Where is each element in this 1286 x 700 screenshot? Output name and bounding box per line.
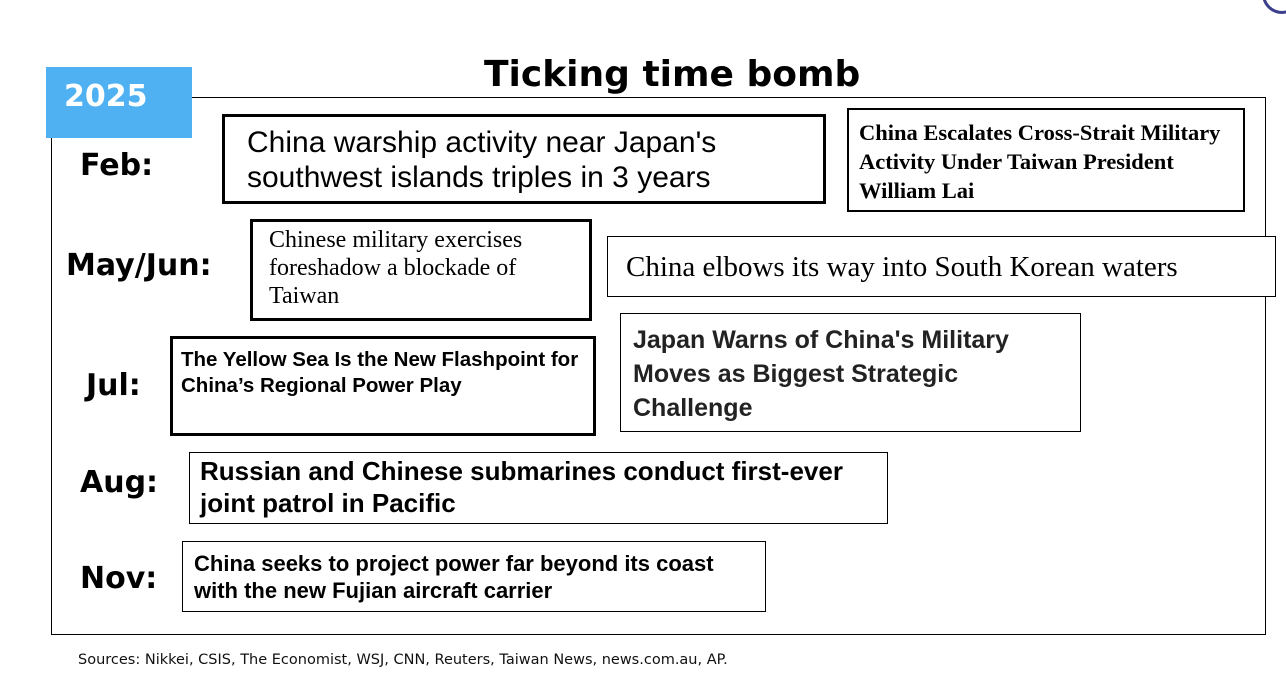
headline-feb-taiwan: China Escalates Cross-Strait Military Activity Under Taiwan President William Lai bbox=[847, 108, 1245, 212]
slide-title: Ticking time bomb bbox=[484, 54, 861, 95]
month-label-jul: Jul: bbox=[86, 368, 141, 403]
headline-feb-nikkei: China warship activity near Japan's southwest islands triples in 3 years bbox=[222, 114, 826, 204]
headline-nov-fujian: China seeks to project power far beyond its coast with the new Fujian aircraft carrier bbox=[182, 541, 766, 612]
year-badge: 2025 bbox=[46, 67, 192, 138]
month-label-nov: Nov: bbox=[80, 561, 158, 596]
headline-mayjun-blockade: Chinese military exercises foreshadow a blockade of Taiwan bbox=[250, 219, 592, 321]
headline-jul-japan-warns: Japan Warns of China's Military Moves as Biggest Strategic Challenge bbox=[620, 313, 1081, 432]
month-label-feb: Feb: bbox=[80, 148, 154, 183]
corner-logo-arc bbox=[1262, 0, 1286, 14]
month-label-may-jun: May/Jun: bbox=[66, 248, 212, 283]
headline-mayjun-south-korea: China elbows its way into South Korean waters bbox=[607, 236, 1276, 297]
sources-note: Sources: Nikkei, CSIS, The Economist, WSJ, CNN, Reuters, Taiwan News, news.com.au, AP. bbox=[78, 652, 728, 668]
headline-aug-submarines: Russian and Chinese submarines conduct first-ever joint patrol in Pacific bbox=[189, 452, 888, 524]
month-label-aug: Aug: bbox=[80, 465, 159, 500]
headline-jul-yellow-sea: The Yellow Sea Is the New Flashpoint for China’s Regional Power Play bbox=[170, 336, 596, 436]
